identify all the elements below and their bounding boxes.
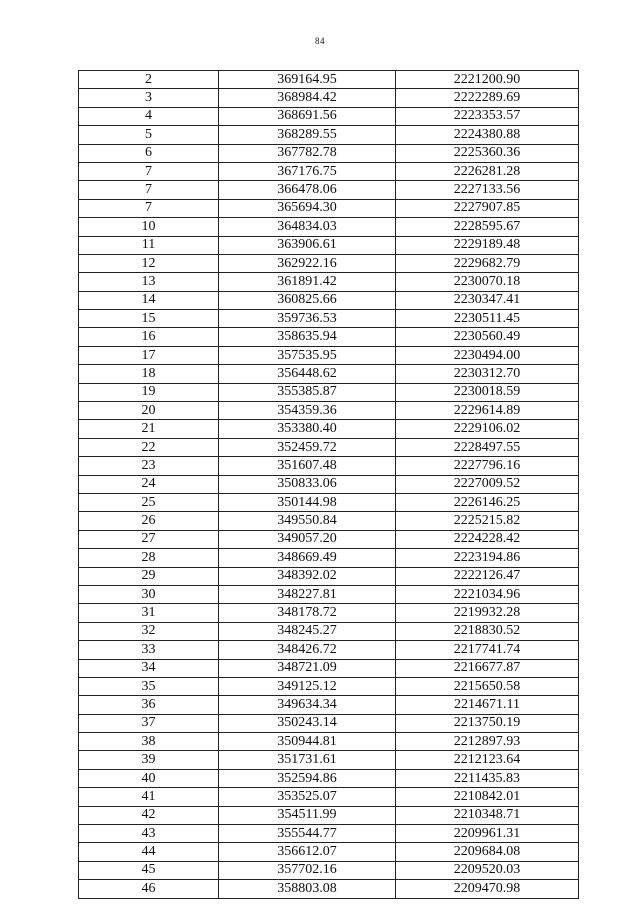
x-coordinate-cell: 357702.16 bbox=[219, 861, 396, 879]
y-coordinate-cell: 2212897.93 bbox=[396, 733, 579, 751]
point-number-cell: 30 bbox=[79, 585, 219, 603]
table-row bbox=[79, 549, 579, 567]
point-number-cell: 37 bbox=[79, 714, 219, 732]
table-row bbox=[79, 861, 579, 879]
point-number-cell: 46 bbox=[79, 880, 219, 898]
x-coordinate-cell: 358635.94 bbox=[219, 328, 396, 346]
table-row bbox=[79, 89, 579, 107]
point-number-cell: 32 bbox=[79, 622, 219, 640]
x-coordinate-cell: 350944.81 bbox=[219, 733, 396, 751]
table-row bbox=[79, 677, 579, 695]
table-row bbox=[79, 714, 579, 732]
x-coordinate-cell: 352459.72 bbox=[219, 438, 396, 456]
x-coordinate-cell: 348721.09 bbox=[219, 659, 396, 677]
y-coordinate-cell: 2225360.36 bbox=[396, 144, 579, 162]
point-number-cell: 15 bbox=[79, 310, 219, 328]
y-coordinate-cell: 2229614.89 bbox=[396, 402, 579, 420]
y-coordinate-cell: 2209684.08 bbox=[396, 843, 579, 861]
y-coordinate-cell: 2227796.16 bbox=[396, 457, 579, 475]
x-coordinate-cell: 366478.06 bbox=[219, 181, 396, 199]
table-row bbox=[79, 530, 579, 548]
y-coordinate-cell: 2229682.79 bbox=[396, 254, 579, 272]
table-row bbox=[79, 420, 579, 438]
x-coordinate-cell: 360825.66 bbox=[219, 291, 396, 309]
x-coordinate-cell: 355544.77 bbox=[219, 825, 396, 843]
y-coordinate-cell: 2226146.25 bbox=[396, 493, 579, 511]
y-coordinate-cell: 2223194.86 bbox=[396, 549, 579, 567]
table-row bbox=[79, 806, 579, 824]
point-number-cell: 3 bbox=[79, 89, 219, 107]
x-coordinate-cell: 349634.34 bbox=[219, 696, 396, 714]
point-number-cell: 22 bbox=[79, 438, 219, 456]
table-row bbox=[79, 880, 579, 898]
point-number-cell: 26 bbox=[79, 512, 219, 530]
table-row bbox=[79, 641, 579, 659]
table-row bbox=[79, 585, 579, 603]
y-coordinate-cell: 2225215.82 bbox=[396, 512, 579, 530]
y-coordinate-cell: 2211435.83 bbox=[396, 769, 579, 787]
point-number-cell: 19 bbox=[79, 383, 219, 401]
point-number-cell: 33 bbox=[79, 641, 219, 659]
x-coordinate-cell: 350833.06 bbox=[219, 475, 396, 493]
table-row bbox=[79, 236, 579, 254]
x-coordinate-cell: 350243.14 bbox=[219, 714, 396, 732]
point-number-cell: 4 bbox=[79, 107, 219, 125]
table-row bbox=[79, 751, 579, 769]
point-number-cell: 34 bbox=[79, 659, 219, 677]
point-number-cell: 27 bbox=[79, 530, 219, 548]
point-number-cell: 38 bbox=[79, 733, 219, 751]
x-coordinate-cell: 349125.12 bbox=[219, 677, 396, 695]
x-coordinate-cell: 348245.27 bbox=[219, 622, 396, 640]
point-number-cell: 12 bbox=[79, 254, 219, 272]
table-row bbox=[79, 843, 579, 861]
y-coordinate-cell: 2230018.59 bbox=[396, 383, 579, 401]
x-coordinate-cell: 349057.20 bbox=[219, 530, 396, 548]
point-number-cell: 2 bbox=[79, 71, 219, 89]
x-coordinate-cell: 355385.87 bbox=[219, 383, 396, 401]
point-number-cell: 45 bbox=[79, 861, 219, 879]
point-number-cell: 7 bbox=[79, 181, 219, 199]
table-row bbox=[79, 788, 579, 806]
y-coordinate-cell: 2221034.96 bbox=[396, 585, 579, 603]
y-coordinate-cell: 2216677.87 bbox=[396, 659, 579, 677]
y-coordinate-cell: 2210348.71 bbox=[396, 806, 579, 824]
table-row bbox=[79, 107, 579, 125]
table-row bbox=[79, 457, 579, 475]
x-coordinate-cell: 354511.99 bbox=[219, 806, 396, 824]
y-coordinate-cell: 2227133.56 bbox=[396, 181, 579, 199]
page-number: 84 bbox=[315, 36, 325, 46]
point-number-cell: 20 bbox=[79, 402, 219, 420]
table-row bbox=[79, 218, 579, 236]
table-row bbox=[79, 328, 579, 346]
point-number-cell: 11 bbox=[79, 236, 219, 254]
y-coordinate-cell: 2209470.98 bbox=[396, 880, 579, 898]
y-coordinate-cell: 2230560.49 bbox=[396, 328, 579, 346]
y-coordinate-cell: 2213750.19 bbox=[396, 714, 579, 732]
table-row bbox=[79, 696, 579, 714]
point-number-cell: 40 bbox=[79, 769, 219, 787]
table-row bbox=[79, 199, 579, 217]
x-coordinate-cell: 361891.42 bbox=[219, 273, 396, 291]
x-coordinate-cell: 348669.49 bbox=[219, 549, 396, 567]
y-coordinate-cell: 2223353.57 bbox=[396, 107, 579, 125]
point-number-cell: 35 bbox=[79, 677, 219, 695]
table-row bbox=[79, 733, 579, 751]
point-number-cell: 14 bbox=[79, 291, 219, 309]
x-coordinate-cell: 350144.98 bbox=[219, 493, 396, 511]
x-coordinate-cell: 348426.72 bbox=[219, 641, 396, 659]
x-coordinate-cell: 368984.42 bbox=[219, 89, 396, 107]
y-coordinate-cell: 2219932.28 bbox=[396, 604, 579, 622]
x-coordinate-cell: 351607.48 bbox=[219, 457, 396, 475]
y-coordinate-cell: 2212123.64 bbox=[396, 751, 579, 769]
x-coordinate-cell: 367782.78 bbox=[219, 144, 396, 162]
point-number-cell: 31 bbox=[79, 604, 219, 622]
y-coordinate-cell: 2215650.58 bbox=[396, 677, 579, 695]
table-row bbox=[79, 346, 579, 364]
x-coordinate-cell: 368289.55 bbox=[219, 126, 396, 144]
x-coordinate-cell: 367176.75 bbox=[219, 162, 396, 180]
y-coordinate-cell: 2224380.88 bbox=[396, 126, 579, 144]
point-number-cell: 16 bbox=[79, 328, 219, 346]
y-coordinate-cell: 2228497.55 bbox=[396, 438, 579, 456]
table-row bbox=[79, 291, 579, 309]
y-coordinate-cell: 2227009.52 bbox=[396, 475, 579, 493]
table-row bbox=[79, 825, 579, 843]
y-coordinate-cell: 2230511.45 bbox=[396, 310, 579, 328]
table-row bbox=[79, 604, 579, 622]
x-coordinate-cell: 363906.61 bbox=[219, 236, 396, 254]
point-number-cell: 21 bbox=[79, 420, 219, 438]
table-row bbox=[79, 365, 579, 383]
y-coordinate-cell: 2230070.18 bbox=[396, 273, 579, 291]
point-number-cell: 18 bbox=[79, 365, 219, 383]
x-coordinate-cell: 364834.03 bbox=[219, 218, 396, 236]
table-row bbox=[79, 126, 579, 144]
point-number-cell: 29 bbox=[79, 567, 219, 585]
point-number-cell: 25 bbox=[79, 493, 219, 511]
table-row bbox=[79, 254, 579, 272]
y-coordinate-cell: 2230347.41 bbox=[396, 291, 579, 309]
y-coordinate-cell: 2209520.03 bbox=[396, 861, 579, 879]
y-coordinate-cell: 2230312.70 bbox=[396, 365, 579, 383]
y-coordinate-cell: 2230494.00 bbox=[396, 346, 579, 364]
y-coordinate-cell: 2229106.02 bbox=[396, 420, 579, 438]
x-coordinate-cell: 349550.84 bbox=[219, 512, 396, 530]
x-coordinate-cell: 348227.81 bbox=[219, 585, 396, 603]
x-coordinate-cell: 362922.16 bbox=[219, 254, 396, 272]
table-row bbox=[79, 273, 579, 291]
point-number-cell: 13 bbox=[79, 273, 219, 291]
y-coordinate-cell: 2226281.28 bbox=[396, 162, 579, 180]
point-number-cell: 6 bbox=[79, 144, 219, 162]
point-number-cell: 10 bbox=[79, 218, 219, 236]
coordinates-table bbox=[78, 70, 579, 899]
point-number-cell: 41 bbox=[79, 788, 219, 806]
point-number-cell: 44 bbox=[79, 843, 219, 861]
x-coordinate-cell: 359736.53 bbox=[219, 310, 396, 328]
point-number-cell: 23 bbox=[79, 457, 219, 475]
x-coordinate-cell: 369164.95 bbox=[219, 71, 396, 89]
table-row bbox=[79, 622, 579, 640]
point-number-cell: 7 bbox=[79, 199, 219, 217]
point-number-cell: 24 bbox=[79, 475, 219, 493]
x-coordinate-cell: 354359.36 bbox=[219, 402, 396, 420]
point-number-cell: 7 bbox=[79, 162, 219, 180]
table-row bbox=[79, 567, 579, 585]
y-coordinate-cell: 2221200.90 bbox=[396, 71, 579, 89]
y-coordinate-cell: 2209961.31 bbox=[396, 825, 579, 843]
point-number-cell: 28 bbox=[79, 549, 219, 567]
table-row bbox=[79, 475, 579, 493]
y-coordinate-cell: 2228595.67 bbox=[396, 218, 579, 236]
table-row bbox=[79, 493, 579, 511]
x-coordinate-cell: 348392.02 bbox=[219, 567, 396, 585]
table-row bbox=[79, 512, 579, 530]
x-coordinate-cell: 357535.95 bbox=[219, 346, 396, 364]
y-coordinate-cell: 2222289.69 bbox=[396, 89, 579, 107]
x-coordinate-cell: 368691.56 bbox=[219, 107, 396, 125]
table-row bbox=[79, 659, 579, 677]
table-row bbox=[79, 71, 579, 89]
table-row bbox=[79, 438, 579, 456]
y-coordinate-cell: 2214671.11 bbox=[396, 696, 579, 714]
y-coordinate-cell: 2218830.52 bbox=[396, 622, 579, 640]
x-coordinate-cell: 365694.30 bbox=[219, 199, 396, 217]
x-coordinate-cell: 358803.08 bbox=[219, 880, 396, 898]
table-row bbox=[79, 181, 579, 199]
y-coordinate-cell: 2229189.48 bbox=[396, 236, 579, 254]
y-coordinate-cell: 2227907.85 bbox=[396, 199, 579, 217]
x-coordinate-cell: 356612.07 bbox=[219, 843, 396, 861]
point-number-cell: 43 bbox=[79, 825, 219, 843]
x-coordinate-cell: 351731.61 bbox=[219, 751, 396, 769]
x-coordinate-cell: 353525.07 bbox=[219, 788, 396, 806]
table-row bbox=[79, 162, 579, 180]
point-number-cell: 39 bbox=[79, 751, 219, 769]
x-coordinate-cell: 353380.40 bbox=[219, 420, 396, 438]
point-number-cell: 36 bbox=[79, 696, 219, 714]
table-row bbox=[79, 144, 579, 162]
point-number-cell: 5 bbox=[79, 126, 219, 144]
coordinates-table-body bbox=[79, 71, 579, 899]
y-coordinate-cell: 2224228.42 bbox=[396, 530, 579, 548]
x-coordinate-cell: 348178.72 bbox=[219, 604, 396, 622]
x-coordinate-cell: 356448.62 bbox=[219, 365, 396, 383]
x-coordinate-cell: 352594.86 bbox=[219, 769, 396, 787]
point-number-cell: 17 bbox=[79, 346, 219, 364]
table-row bbox=[79, 769, 579, 787]
point-number-cell: 42 bbox=[79, 806, 219, 824]
table-row bbox=[79, 310, 579, 328]
table-row bbox=[79, 383, 579, 401]
table-row bbox=[79, 402, 579, 420]
y-coordinate-cell: 2222126.47 bbox=[396, 567, 579, 585]
y-coordinate-cell: 2217741.74 bbox=[396, 641, 579, 659]
y-coordinate-cell: 2210842.01 bbox=[396, 788, 579, 806]
